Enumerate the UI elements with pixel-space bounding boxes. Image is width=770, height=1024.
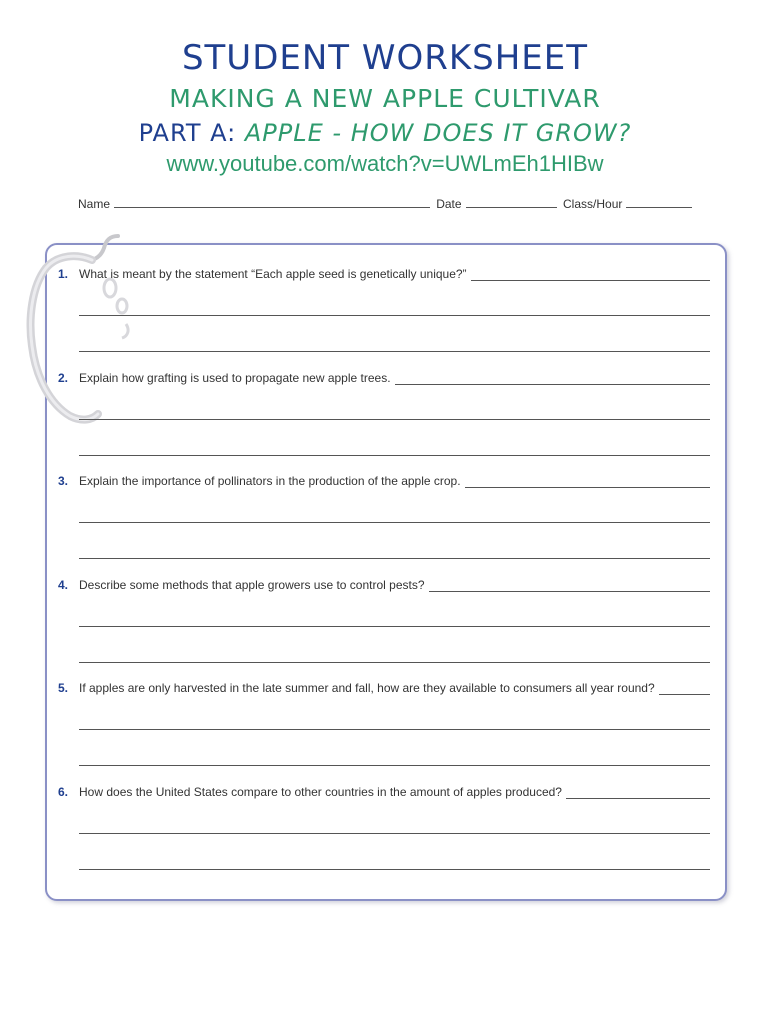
question-4 (58, 576, 710, 663)
answer-line[interactable] (79, 454, 710, 456)
part-label: PART A: (138, 119, 237, 147)
date-field[interactable] (466, 196, 557, 208)
date-label: Date (436, 197, 462, 211)
question-text: Explain how grafting is used to propagate new apple trees. (79, 371, 391, 385)
video-url-link[interactable]: www.youtube.com/watch?v=UWLmEh1HIBw (166, 151, 604, 176)
name-label: Name (78, 197, 111, 211)
answer-line[interactable] (79, 314, 710, 316)
question-6 (58, 783, 710, 870)
answer-line[interactable] (79, 868, 710, 870)
class-hour-field[interactable] (626, 196, 692, 208)
answer-line[interactable] (79, 625, 710, 627)
answer-line[interactable] (79, 521, 710, 523)
answer-line[interactable] (395, 372, 710, 385)
question-2 (58, 369, 710, 456)
question-text: Describe some methods that apple growers use to control pests? (79, 578, 425, 592)
answer-line[interactable] (79, 557, 710, 559)
worksheet-title: STUDENT WORKSHEET (181, 38, 589, 78)
question-number: 2. (58, 371, 69, 385)
answer-line[interactable] (79, 728, 710, 730)
answer-line[interactable] (429, 579, 710, 592)
student-info-row (78, 196, 698, 212)
class-hour-label: Class/Hour (563, 197, 623, 211)
answer-line[interactable] (79, 764, 710, 766)
name-field[interactable] (114, 196, 430, 208)
part-heading (0, 118, 770, 148)
answer-line[interactable] (465, 475, 710, 488)
question-number: 1. (58, 267, 69, 281)
worksheet-subtitle: MAKING A NEW APPLE CULTIVAR (169, 84, 601, 113)
question-1 (58, 265, 710, 352)
question-text: How does the United States compare to other countries in the amount of apples produced? (79, 785, 562, 799)
answer-line[interactable] (659, 682, 710, 695)
question-text: Explain the importance of pollinators in the production of the apple crop. (79, 474, 461, 488)
part-topic: APPLE - HOW DOES IT GROW? (244, 119, 632, 147)
answer-line[interactable] (79, 832, 710, 834)
question-number: 4. (58, 578, 69, 592)
question-text: If apples are only harvested in the late summer and fall, how are they available to consumers all year round? (79, 681, 655, 695)
question-number: 6. (58, 785, 69, 799)
answer-line[interactable] (79, 350, 710, 352)
question-3 (58, 472, 710, 559)
question-text: What is meant by the statement “Each apple seed is genetically unique?” (79, 267, 467, 281)
answer-line[interactable] (471, 268, 710, 281)
answer-line[interactable] (79, 418, 710, 420)
answer-line[interactable] (79, 661, 710, 663)
question-5 (58, 679, 710, 766)
question-number: 5. (58, 681, 69, 695)
answer-line[interactable] (566, 786, 710, 799)
question-number: 3. (58, 474, 69, 488)
